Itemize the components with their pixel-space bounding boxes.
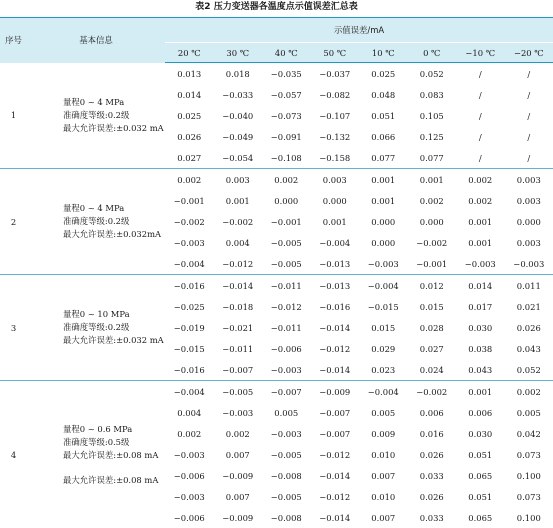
info-line: 最大允许误差:±0.032mA xyxy=(63,228,165,241)
value-cell: −0.008 xyxy=(262,507,311,528)
info-line: 最大允许误差:±0.032 mA xyxy=(63,334,165,347)
value-cell: 0.000 xyxy=(359,232,408,253)
value-cell: 0.077 xyxy=(408,147,457,169)
value-cell: / xyxy=(505,63,553,85)
value-cell: 0.027 xyxy=(408,338,457,359)
value-cell: −0.004 xyxy=(359,381,408,403)
value-cell: 0.002 xyxy=(456,169,505,191)
value-cell: 0.051 xyxy=(359,105,408,126)
value-cell: −0.011 xyxy=(214,338,263,359)
value-cell: 0.001 xyxy=(359,190,408,211)
header-row-top xyxy=(0,18,553,43)
value-cell: −0.012 xyxy=(311,444,360,465)
value-cell: −0.016 xyxy=(311,296,360,317)
table-body xyxy=(0,18,553,528)
value-cell: −0.054 xyxy=(214,147,263,169)
value-cell: 0.007 xyxy=(214,444,263,465)
value-cell: −0.018 xyxy=(214,296,263,317)
value-cell: 0.004 xyxy=(165,402,214,423)
value-cell: −0.011 xyxy=(262,275,311,297)
value-cell: −0.073 xyxy=(262,105,311,126)
value-cell: −0.005 xyxy=(262,444,311,465)
value-cell: −0.001 xyxy=(262,211,311,232)
value-cell: 0.105 xyxy=(408,105,457,126)
value-cell: 0.100 xyxy=(505,507,553,528)
info-header: 基本信息 xyxy=(27,18,165,63)
info-line: 准确度等级:0.2级 xyxy=(63,321,165,334)
value-cell: −0.011 xyxy=(262,317,311,338)
value-cell: −0.002 xyxy=(165,211,214,232)
value-cell: 0.006 xyxy=(456,402,505,423)
value-cell: −0.006 xyxy=(165,465,214,486)
temp-header: 50 ℃ xyxy=(311,43,360,63)
value-cell: 0.001 xyxy=(311,211,360,232)
value-cell: −0.005 xyxy=(262,232,311,253)
table-row xyxy=(0,169,553,191)
value-cell: 0.043 xyxy=(456,359,505,381)
value-cell: 0.033 xyxy=(408,507,457,528)
value-cell: 0.043 xyxy=(505,338,553,359)
value-cell: 0.007 xyxy=(214,486,263,507)
value-cell: 0.005 xyxy=(505,402,553,423)
table-row xyxy=(0,63,553,85)
value-cell: 0.026 xyxy=(408,486,457,507)
value-cell: −0.005 xyxy=(214,381,263,403)
value-cell: 0.030 xyxy=(456,317,505,338)
info-line: 准确度等级:0.2级 xyxy=(63,215,165,228)
value-cell: −0.091 xyxy=(262,126,311,147)
value-cell: 0.000 xyxy=(311,190,360,211)
info-line: 量程0 ~ 0.6 MPa xyxy=(63,423,165,436)
value-cell: −0.003 xyxy=(165,486,214,507)
error-summary-table xyxy=(0,17,553,528)
value-cell: 0.003 xyxy=(505,169,553,191)
value-cell: −0.040 xyxy=(214,105,263,126)
value-cell: −0.008 xyxy=(262,465,311,486)
info-line: 准确度等级:0.2级 xyxy=(63,109,165,122)
value-cell: 0.065 xyxy=(456,465,505,486)
value-cell: −0.003 xyxy=(359,253,408,275)
value-cell: / xyxy=(505,126,553,147)
value-cell: 0.007 xyxy=(359,507,408,528)
value-cell: −0.012 xyxy=(214,253,263,275)
value-cell: −0.012 xyxy=(311,486,360,507)
info-line: 量程0 ~ 4 MPa xyxy=(63,96,165,109)
value-cell: 0.000 xyxy=(505,211,553,232)
value-cell: 0.001 xyxy=(359,169,408,191)
value-cell: −0.037 xyxy=(311,63,360,85)
info-line: 最大允许误差:±0.032 mA xyxy=(63,122,165,135)
value-cell: 0.001 xyxy=(408,169,457,191)
table-row xyxy=(0,381,553,403)
value-cell: −0.009 xyxy=(311,381,360,403)
value-cell: 0.001 xyxy=(456,211,505,232)
serial-cell: 4 xyxy=(0,381,27,528)
temp-header: −10 ℃ xyxy=(456,43,505,63)
value-cell: / xyxy=(456,84,505,105)
value-cell: / xyxy=(505,147,553,169)
value-cell: −0.014 xyxy=(214,275,263,297)
value-cell: −0.004 xyxy=(165,381,214,403)
value-cell: 0.073 xyxy=(505,486,553,507)
value-cell: 0.013 xyxy=(165,63,214,85)
value-cell: 0.001 xyxy=(456,232,505,253)
value-cell: −0.003 xyxy=(214,402,263,423)
value-cell: −0.007 xyxy=(311,423,360,444)
value-cell: 0.015 xyxy=(359,317,408,338)
value-cell: 0.005 xyxy=(359,402,408,423)
value-cell: −0.012 xyxy=(262,296,311,317)
value-cell: −0.002 xyxy=(408,232,457,253)
value-cell: 0.029 xyxy=(359,338,408,359)
value-cell: 0.009 xyxy=(359,423,408,444)
value-cell: 0.018 xyxy=(214,63,263,85)
value-cell: 0.014 xyxy=(456,275,505,297)
value-cell: −0.015 xyxy=(165,338,214,359)
value-cell: −0.002 xyxy=(408,381,457,403)
value-cell: 0.025 xyxy=(359,63,408,85)
value-cell: 0.025 xyxy=(165,105,214,126)
value-cell: 0.077 xyxy=(359,147,408,169)
value-cell: −0.005 xyxy=(262,486,311,507)
info-cell xyxy=(27,381,165,528)
value-cell: −0.019 xyxy=(165,317,214,338)
value-cell: / xyxy=(456,105,505,126)
value-cell: −0.002 xyxy=(214,211,263,232)
value-cell: 0.003 xyxy=(214,169,263,191)
value-cell: −0.009 xyxy=(214,507,263,528)
value-cell: 0.000 xyxy=(359,211,408,232)
info-line: 量程0 ~ 10 MPa xyxy=(63,308,165,321)
serial-cell: 1 xyxy=(0,63,27,169)
value-cell: −0.004 xyxy=(311,232,360,253)
value-cell: −0.015 xyxy=(359,296,408,317)
value-cell: 0.033 xyxy=(408,465,457,486)
value-cell: 0.021 xyxy=(505,296,553,317)
info-line: 准确度等级:0.5级 xyxy=(63,436,165,449)
value-cell: −0.014 xyxy=(311,465,360,486)
value-cell: 0.010 xyxy=(359,444,408,465)
value-cell: 0.000 xyxy=(262,190,311,211)
value-cell: 0.083 xyxy=(408,84,457,105)
value-cell: −0.012 xyxy=(311,338,360,359)
value-cell: −0.003 xyxy=(262,423,311,444)
value-cell: 0.027 xyxy=(165,147,214,169)
value-cell: 0.014 xyxy=(165,84,214,105)
info-line: 最大允许误差:±0.08 mA xyxy=(63,449,165,462)
value-cell: 0.002 xyxy=(408,190,457,211)
serial-cell: 3 xyxy=(0,275,27,381)
value-cell: −0.004 xyxy=(359,275,408,297)
value-cell: −0.001 xyxy=(165,190,214,211)
value-cell: 0.073 xyxy=(505,444,553,465)
value-cell: 0.017 xyxy=(456,296,505,317)
value-cell: 0.002 xyxy=(262,169,311,191)
info-cell xyxy=(27,63,165,169)
value-cell: −0.158 xyxy=(311,147,360,169)
temp-header: 10 ℃ xyxy=(359,43,408,63)
value-cell: 0.028 xyxy=(408,317,457,338)
value-cell: 0.005 xyxy=(262,402,311,423)
value-cell: / xyxy=(505,105,553,126)
value-cell: 0.125 xyxy=(408,126,457,147)
value-cell: 0.010 xyxy=(359,486,408,507)
value-cell: −0.007 xyxy=(311,402,360,423)
value-cell: / xyxy=(456,126,505,147)
value-cell: 0.042 xyxy=(505,423,553,444)
value-cell: 0.007 xyxy=(359,465,408,486)
value-cell: 0.003 xyxy=(311,169,360,191)
value-cell: −0.016 xyxy=(165,275,214,297)
value-cell: −0.014 xyxy=(311,507,360,528)
value-cell: 0.100 xyxy=(505,465,553,486)
value-cell: −0.001 xyxy=(408,253,457,275)
info-line: 最大允许误差:±0.08 mA xyxy=(63,474,165,487)
error-header: 示值误差/mA xyxy=(165,18,553,43)
value-cell: 0.001 xyxy=(456,381,505,403)
value-cell: −0.006 xyxy=(262,338,311,359)
value-cell: 0.006 xyxy=(408,402,457,423)
temp-header: 30 ℃ xyxy=(214,43,263,63)
value-cell: −0.003 xyxy=(456,253,505,275)
value-cell: / xyxy=(456,147,505,169)
temp-header: 20 ℃ xyxy=(165,43,214,63)
value-cell: −0.013 xyxy=(311,275,360,297)
value-cell: 0.024 xyxy=(408,359,457,381)
value-cell: −0.016 xyxy=(165,359,214,381)
value-cell: −0.035 xyxy=(262,63,311,85)
value-cell: −0.014 xyxy=(311,359,360,381)
value-cell: −0.049 xyxy=(214,126,263,147)
value-cell: −0.108 xyxy=(262,147,311,169)
value-cell: −0.003 xyxy=(165,232,214,253)
value-cell: 0.066 xyxy=(359,126,408,147)
info-cell xyxy=(27,275,165,381)
value-cell: 0.026 xyxy=(408,444,457,465)
value-cell: −0.003 xyxy=(165,444,214,465)
info-cell xyxy=(27,169,165,275)
value-cell: −0.033 xyxy=(214,84,263,105)
value-cell: 0.051 xyxy=(456,486,505,507)
value-cell: 0.051 xyxy=(456,444,505,465)
value-cell: 0.052 xyxy=(505,359,553,381)
value-cell: 0.001 xyxy=(214,190,263,211)
value-cell: 0.000 xyxy=(408,211,457,232)
value-cell: −0.003 xyxy=(262,359,311,381)
info-spacer xyxy=(63,462,165,474)
value-cell: 0.023 xyxy=(359,359,408,381)
value-cell: 0.004 xyxy=(214,232,263,253)
value-cell: −0.009 xyxy=(214,465,263,486)
value-cell: 0.065 xyxy=(456,507,505,528)
value-cell: 0.038 xyxy=(456,338,505,359)
temp-header: −20 ℃ xyxy=(505,43,553,63)
temp-header: 40 ℃ xyxy=(262,43,311,63)
value-cell: 0.002 xyxy=(456,190,505,211)
value-cell: −0.021 xyxy=(214,317,263,338)
value-cell: −0.025 xyxy=(165,296,214,317)
value-cell: −0.057 xyxy=(262,84,311,105)
value-cell: 0.026 xyxy=(505,317,553,338)
value-cell: 0.015 xyxy=(408,296,457,317)
info-line: 量程0 ~ 4 MPa xyxy=(63,202,165,215)
serial-header: 序号 xyxy=(0,18,27,63)
value-cell: −0.107 xyxy=(311,105,360,126)
value-cell: 0.002 xyxy=(214,423,263,444)
value-cell: 0.002 xyxy=(165,423,214,444)
value-cell: 0.003 xyxy=(505,232,553,253)
value-cell: −0.014 xyxy=(311,317,360,338)
value-cell: −0.003 xyxy=(505,253,553,275)
value-cell: 0.003 xyxy=(505,190,553,211)
value-cell: 0.016 xyxy=(408,423,457,444)
value-cell: 0.026 xyxy=(165,126,214,147)
value-cell: −0.132 xyxy=(311,126,360,147)
value-cell: −0.013 xyxy=(311,253,360,275)
table-row xyxy=(0,275,553,297)
value-cell: / xyxy=(505,84,553,105)
value-cell: 0.030 xyxy=(456,423,505,444)
value-cell: −0.005 xyxy=(262,253,311,275)
value-cell: −0.007 xyxy=(262,381,311,403)
value-cell: 0.048 xyxy=(359,84,408,105)
temp-header: 0 ℃ xyxy=(408,43,457,63)
value-cell: −0.082 xyxy=(311,84,360,105)
value-cell: 0.052 xyxy=(408,63,457,85)
value-cell: −0.007 xyxy=(214,359,263,381)
serial-cell: 2 xyxy=(0,169,27,275)
value-cell: 0.012 xyxy=(408,275,457,297)
table-caption: 表2 压力变送器各温度点示值误差汇总表 xyxy=(0,0,553,14)
value-cell: −0.004 xyxy=(165,253,214,275)
value-cell: / xyxy=(456,63,505,85)
value-cell: 0.002 xyxy=(165,169,214,191)
value-cell: 0.002 xyxy=(505,381,553,403)
value-cell: −0.006 xyxy=(165,507,214,528)
value-cell: 0.011 xyxy=(505,275,553,297)
